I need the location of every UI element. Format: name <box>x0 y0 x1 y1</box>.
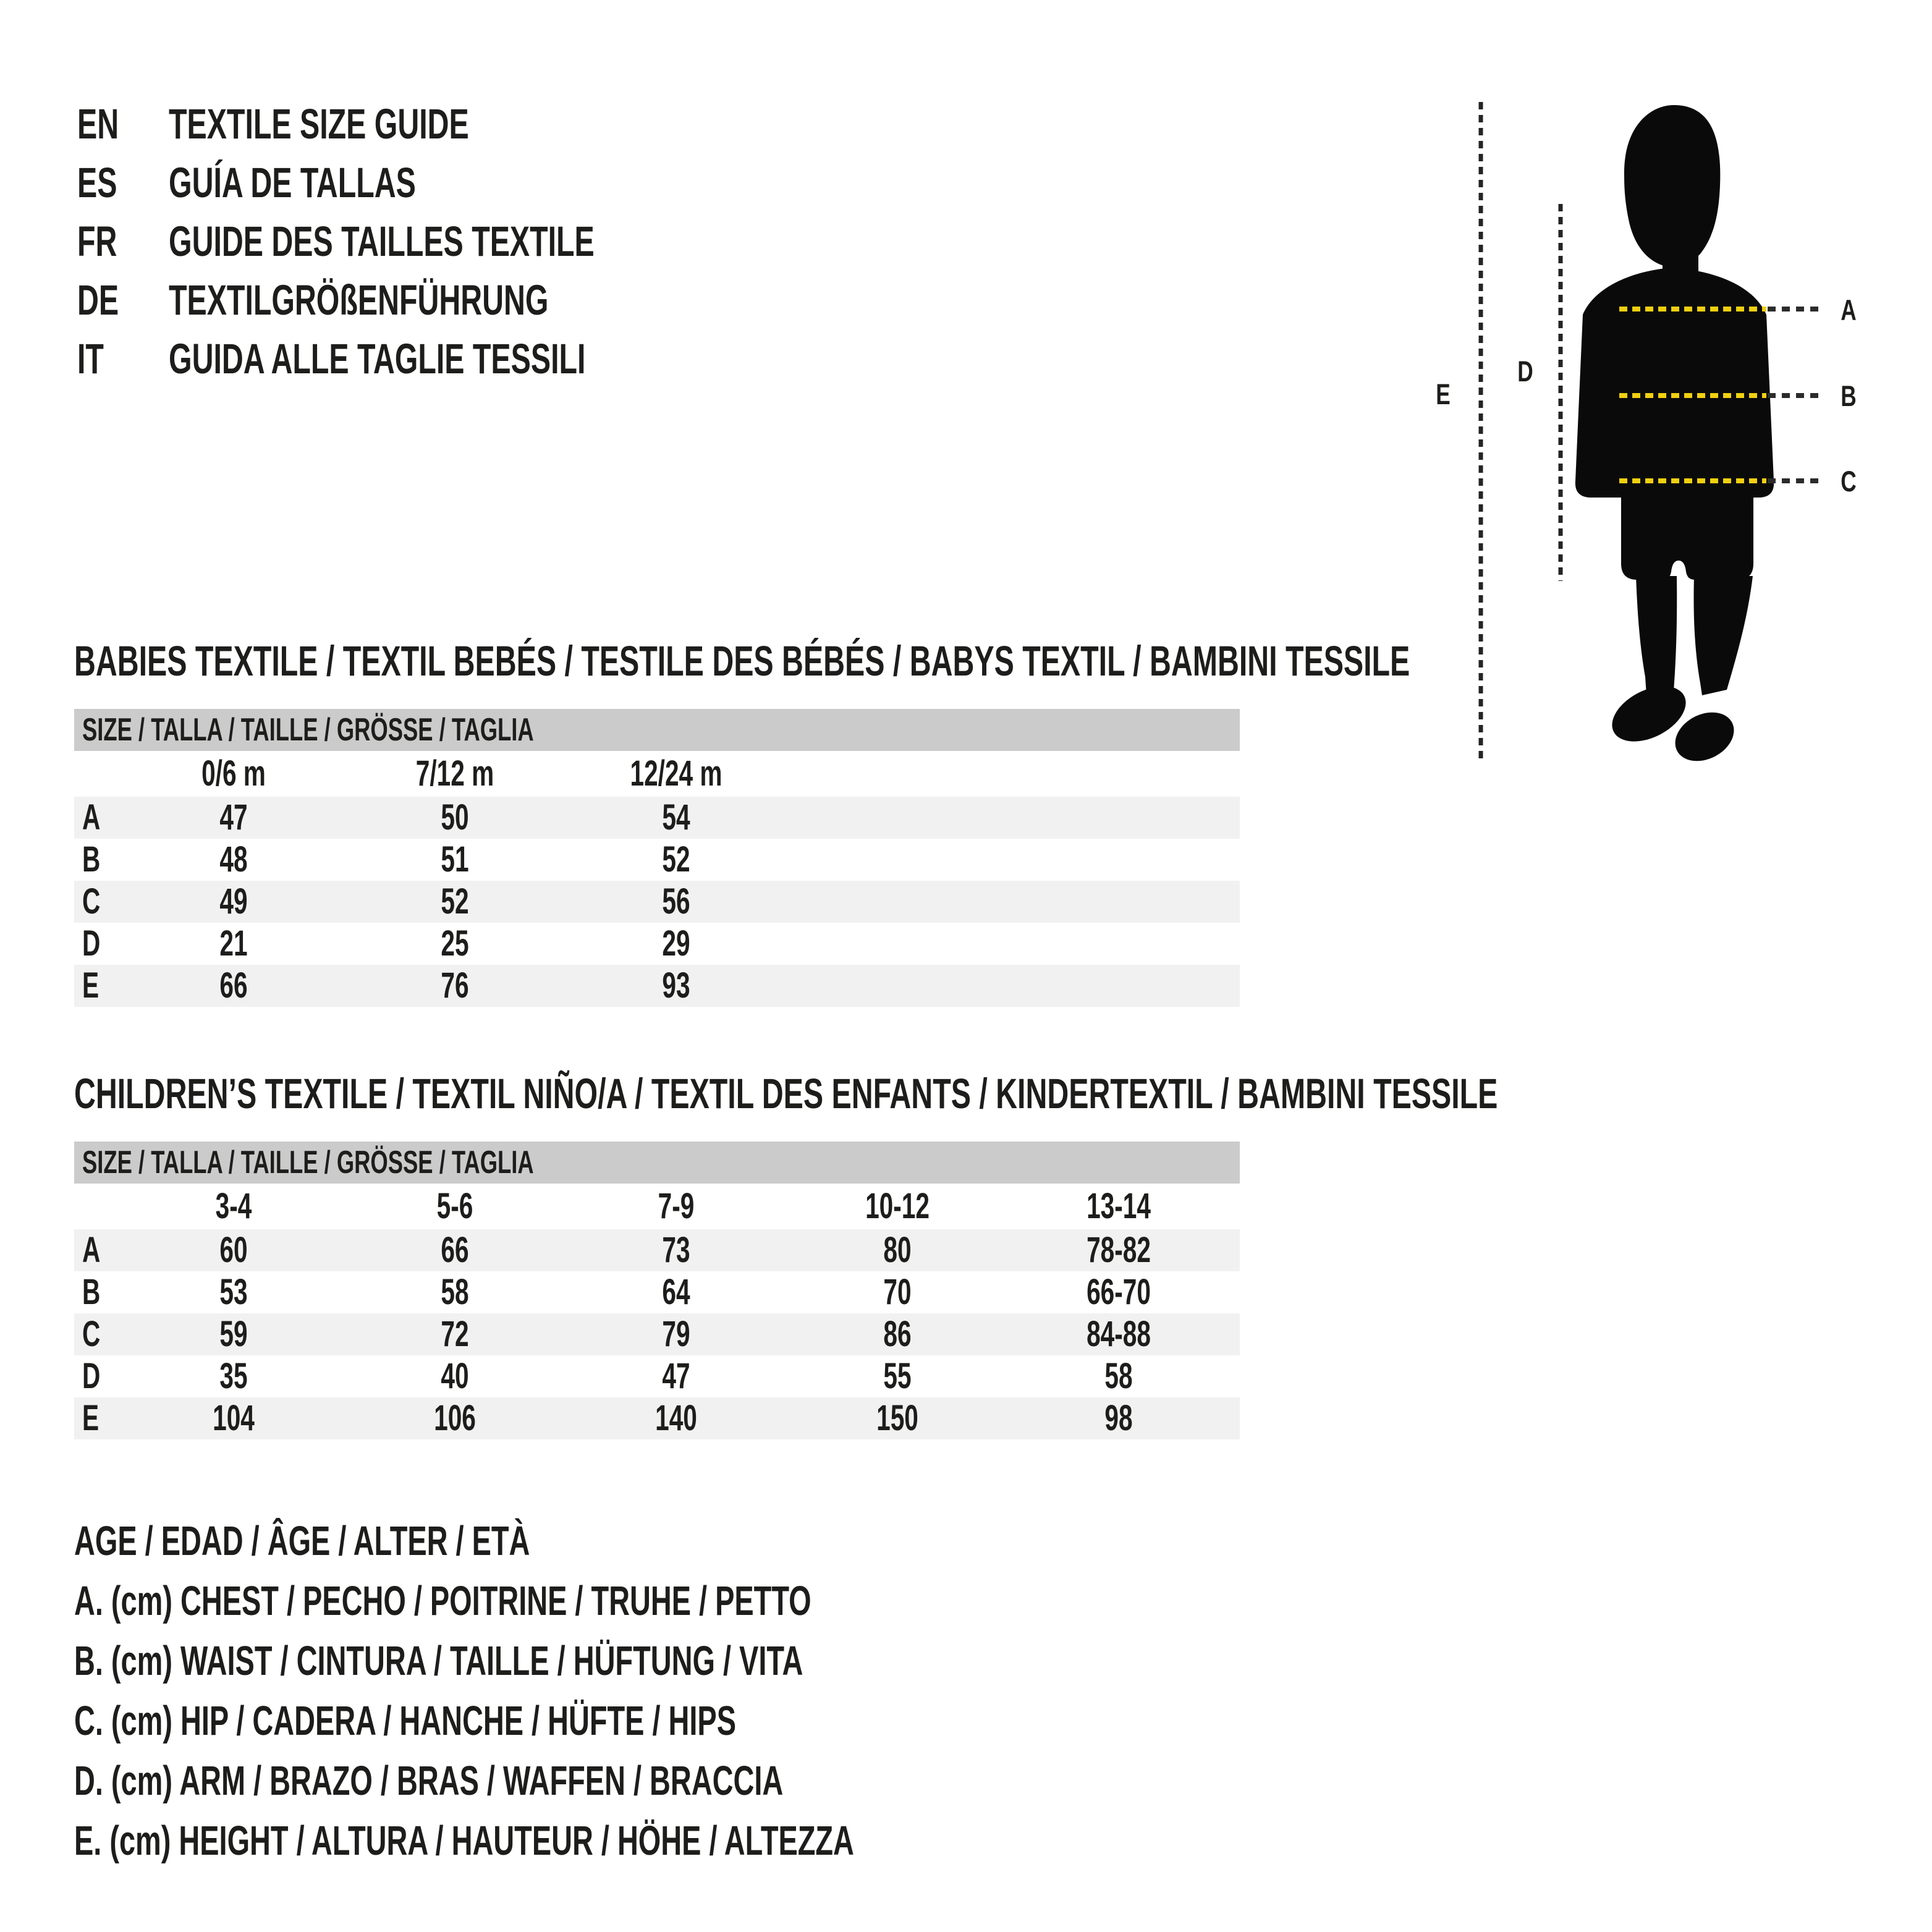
table-cell: 66-70 <box>1087 1272 1151 1312</box>
table-cell: 86 <box>883 1314 912 1354</box>
column-header: 13-14 <box>1087 1186 1151 1226</box>
row-label: E <box>82 965 100 1006</box>
table-row <box>74 1397 1240 1439</box>
table-cell: 150 <box>876 1398 918 1438</box>
language-row <box>77 95 777 153</box>
column-header-row <box>74 1184 1240 1229</box>
page-title-it: GUIDA ALLE TAGLIE TESSILI <box>169 335 586 383</box>
table-cell: 70 <box>883 1272 912 1312</box>
language-code: EN <box>77 100 119 148</box>
table-row <box>74 1229 1240 1271</box>
measure-label-a: A <box>1841 294 1857 327</box>
table-cell: 49 <box>219 881 248 922</box>
table-cell: 29 <box>662 923 690 964</box>
table-cell: 52 <box>441 881 469 922</box>
measurement-legend <box>74 1511 1188 1871</box>
row-label: B <box>82 839 101 879</box>
language-code: IT <box>77 335 104 383</box>
table-cell: 140 <box>655 1398 697 1438</box>
table-cell: 55 <box>883 1356 912 1396</box>
measure-label-e: E <box>1436 378 1451 411</box>
column-header-row <box>74 751 1240 797</box>
table-row <box>74 1271 1240 1313</box>
table-cell: 84-88 <box>1087 1314 1151 1354</box>
language-row <box>77 212 777 271</box>
row-label: C <box>82 1314 101 1354</box>
row-label: B <box>82 1272 101 1312</box>
page-title: TEXTILE SIZE GUIDE <box>169 100 469 148</box>
legend-line-age: AGE / EDAD / ÂGE / ALTER / ETÀ <box>74 1518 530 1564</box>
table-cell: 58 <box>1104 1356 1133 1396</box>
legend-line-arm: D. (cm) ARM / BRAZO / BRAS / WAFFEN / BRACCIA <box>74 1758 784 1804</box>
table-cell: 59 <box>219 1314 248 1354</box>
column-header: 7/12 m <box>415 753 494 794</box>
row-label: A <box>82 797 101 837</box>
silhouette-neck <box>1663 204 1698 278</box>
table-cell: 72 <box>441 1314 469 1354</box>
table-cell: 47 <box>219 797 248 837</box>
table-cell: 66 <box>441 1230 469 1270</box>
table-cell: 58 <box>441 1272 469 1312</box>
table-cell: 52 <box>662 839 690 879</box>
row-label: D <box>82 1356 101 1396</box>
table-cell: 79 <box>662 1314 690 1354</box>
legend-line-hip: C. (cm) HIP / CADERA / HANCHE / HÜFTE / HIPS <box>74 1698 736 1744</box>
table-row <box>74 1313 1240 1355</box>
table-header-bar <box>74 709 1240 751</box>
table-row <box>74 965 1240 1007</box>
babies-size-table <box>74 709 1240 1007</box>
legend-line-chest: A. (cm) CHEST / PECHO / POITRINE / TRUHE / PETTO <box>74 1578 811 1624</box>
column-header: 0/6 m <box>201 753 266 794</box>
table-cell: 76 <box>441 965 469 1006</box>
children-section-title: CHILDREN’S TEXTILE / TEXTIL NIÑO/A / TEXTIL DES ENFANTS / KINDERTEXTIL / BAMBINI TESSILE <box>74 1070 1498 1117</box>
row-label: A <box>82 1230 101 1270</box>
row-label: E <box>82 1398 100 1438</box>
column-header: 10-12 <box>865 1186 930 1226</box>
table-cell: 73 <box>662 1230 690 1270</box>
language-row <box>77 329 777 388</box>
table-cell: 48 <box>219 839 248 879</box>
column-header: 7-9 <box>658 1186 695 1226</box>
table-row <box>74 839 1240 881</box>
measure-label-d: D <box>1517 355 1533 388</box>
page-title-de: TEXTILGRÖßENFÜHRUNG <box>169 276 549 324</box>
table-cell: 35 <box>219 1356 248 1396</box>
table-header-bar <box>74 1142 1240 1184</box>
table-row <box>74 797 1240 839</box>
silhouette-shorts <box>1621 491 1753 580</box>
table-cell: 50 <box>441 797 469 837</box>
table-cell: 64 <box>662 1272 690 1312</box>
row-label: C <box>82 881 101 922</box>
table-cell: 78-82 <box>1087 1230 1151 1270</box>
measure-label-c: C <box>1841 465 1857 498</box>
table-cell: 104 <box>213 1398 255 1438</box>
table-row <box>74 923 1240 965</box>
page-title-es: GUÍA DE TALLAS <box>169 159 416 206</box>
table-cell: 51 <box>441 839 469 879</box>
table-cell: 47 <box>662 1356 690 1396</box>
table-cell: 106 <box>434 1398 476 1438</box>
language-title-list <box>77 95 777 388</box>
column-header: 5-6 <box>436 1186 473 1226</box>
table-cell: 56 <box>662 881 690 922</box>
table-cell: 54 <box>662 797 690 837</box>
table-row <box>74 1355 1240 1397</box>
table-cell: 25 <box>441 923 469 964</box>
table-cell: 98 <box>1104 1398 1133 1438</box>
language-row <box>77 271 777 329</box>
language-code: DE <box>77 276 119 324</box>
table-cell: 66 <box>219 965 248 1006</box>
babies-section-title: BABIES TEXTILE / TEXTIL BEBÉS / TESTILE DES BÉBÉS / BABYS TEXTIL / BAMBINI TESSILE <box>74 637 1410 685</box>
column-header: 3-4 <box>215 1186 252 1226</box>
measure-label-b: B <box>1841 379 1857 413</box>
table-cell: 53 <box>219 1272 248 1312</box>
table-row <box>74 881 1240 923</box>
table-cell: 40 <box>441 1356 469 1396</box>
table-cell: 60 <box>219 1230 248 1270</box>
legend-line-waist: B. (cm) WAIST / CINTURA / TAILLE / HÜFTUNG / VITA <box>74 1638 803 1684</box>
table-cell: 93 <box>662 965 690 1006</box>
row-label: D <box>82 923 101 964</box>
language-code: ES <box>77 159 117 206</box>
size-header-label: SIZE / TALLA / TAILLE / GRÖSSE / TAGLIA <box>82 1145 534 1180</box>
children-size-table <box>74 1142 1240 1439</box>
size-header-label: SIZE / TALLA / TAILLE / GRÖSSE / TAGLIA <box>82 712 534 748</box>
table-cell: 80 <box>883 1230 912 1270</box>
silhouette-shirt <box>1575 268 1774 498</box>
page-title-fr: GUIDE DES TAILLES TEXTILE <box>169 218 595 265</box>
legend-line-height: E. (cm) HEIGHT / ALTURA / HAUTEUR / HÖHE / ALTEZZA <box>74 1818 854 1864</box>
column-header: 12/24 m <box>630 753 722 794</box>
language-code: FR <box>77 218 117 265</box>
language-row <box>77 153 777 212</box>
table-cell: 21 <box>219 923 248 964</box>
